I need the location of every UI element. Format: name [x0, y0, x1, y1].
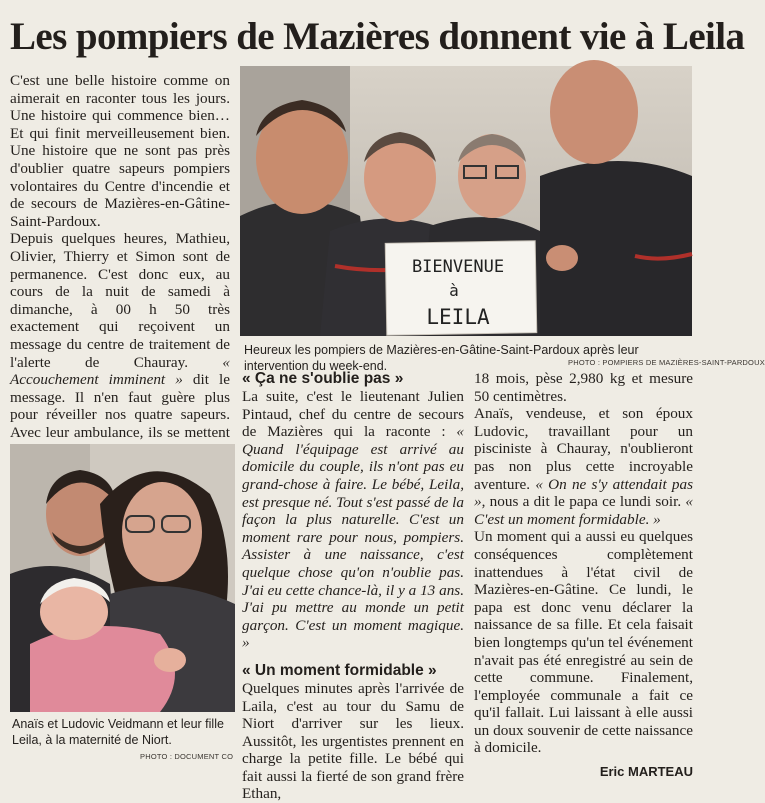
subhead-ca-ne-soublie-pas: « Ça ne s'oublie pas » — [242, 370, 404, 387]
article-column-3 — [474, 370, 693, 781]
photo-family — [10, 444, 235, 712]
sign-line-3: LEILA — [426, 305, 490, 329]
paragraph-etat-civil: Un moment qui a aussi eu quelques conséquences complètement inattendues à l'état civil de Mazières-en-Gâtine. Ce lundi, le papa est donc venu déclarer la naissance de sa fille. Et cela faisait bien longtemps qu'un tel événement n'avait pas été enregistré au sein de cette commune. Finalement, l'employée communale a fait ce qu'il fallait. Lui laissant à elle aussi un doux souvenir de cette naissance à domicile. — [474, 528, 693, 757]
credit-firefighters: PHOTO : POMPIERS DE MAZIÈRES-SAINT-PARDOUX — [568, 358, 765, 367]
article-column-2 — [242, 370, 464, 803]
headline: Les pompiers de Mazières donnent vie à Leila — [10, 15, 745, 58]
author-signature: Eric MARTEAU — [599, 764, 693, 780]
paragraph-anais: Anaïs, vendeuse, et son époux Ludovic, travaillant pour un pisciniste à Chauray, n'oublieront pas non plus cette incroyable aventure. « On ne s'y attendait pas », nous a dit le papa ce lundi soir. « C'est un moment formidable. » — [474, 405, 694, 528]
paragraph-permanence: Depuis quelques heures, Mathieu, Olivier, Thierry et Simon sont de permanence. C'est donc eux, au cours de la nuit de samedi à dimanche, à 00 h 50 très exactement qui reçoivent un message du centre de traitement de l'alerte de Chauray. « Accouchement imminent » dit le message. Il n'en faut guère plus pour réveiller nos quatre sapeurs. Avec leur ambulance, ils se mettent — [10, 230, 230, 441]
quote-accouchement: « Accouchement imminent » — [10, 353, 230, 389]
quote-moment: « C'est un moment formidable. » — [474, 493, 693, 528]
caption-family: Anaïs et Ludovic Veidmann et leur fille Leila, à la maternité de Niort. — [12, 717, 224, 747]
subhead-un-moment-formidable: « Un moment formidable » — [242, 661, 437, 679]
credit-family: PHOTO : DOCUMENT CO — [140, 752, 234, 761]
caption-firefighters: Heureux les pompiers de Mazières-en-Gâtine-Saint-Pardoux après leur intervention du week-end. — [244, 343, 639, 373]
quote-attendait: « On ne s'y attendait pas » — [474, 475, 694, 511]
article-column-1 — [10, 72, 230, 477]
paragraph-samu: Quelques minutes après l'arrivée de Laila, c'est au tour du Samu de Niort d'arriver sur les lieux. Aussitôt, les urgentistes prennent en charge la petite fille. Le bébé qui fait aussi la fierté de son grand frère Ethan, — [242, 679, 464, 803]
paragraph-pintaud: La suite, c'est le lieutenant Julien Pintaud, chef du centre de secours de Mazières qui la raconte : « Quand l'équipage est arrivé au domicile du couple, ils n'ont pas eu grand-chose à faire. Le bébé, Leila, est presque né. Tout s'est passé de la façon la plus naturelle. C'est un moment rare pour nous, pompiers. Assister à une naissance, c'est quelque chose qu'on n'oublie pas. J'ai eu cette chance-là, il y a 13 ans. J'ai pu mettre au monde un petit garçon. C'est un moment magique. » — [242, 388, 465, 652]
paragraph-mesure: 18 mois, pèse 2,980 kg et mesure 50 centimètres. — [474, 370, 693, 405]
quote-pintaud: « Quand l'équipage est arrivé au domicile du couple, ils n'ont pas eu grand-chose à faire. Le bébé, Leila, est presque né. Tout s'est passé de la façon la plus naturelle. C'est un moment rare pour nous, pompiers. Assister à une naissance, c'est quelque chose qu'on n'oublie pas. J'ai eu cette chance-là, il y a 13 ans. J'ai pu mettre au monde un petit garçon. C'est un moment magique. » — [242, 423, 465, 652]
sign-line-1: BIENVENUE — [411, 257, 505, 277]
sign-line-2: à — [449, 281, 459, 300]
paragraph-intro: C'est une belle histoire comme on aimerait en raconter tous les jours. Une histoire qui commence bien… Et qui finit merveilleusement bien. Une histoire que ne sont pas près d'oublier quatre sapeurs pompiers volontaires du Centre d'incendie et de secours de Mazières-en-Gâtine-Saint-Pardoux. — [10, 72, 230, 230]
photo-firefighters — [240, 66, 692, 336]
